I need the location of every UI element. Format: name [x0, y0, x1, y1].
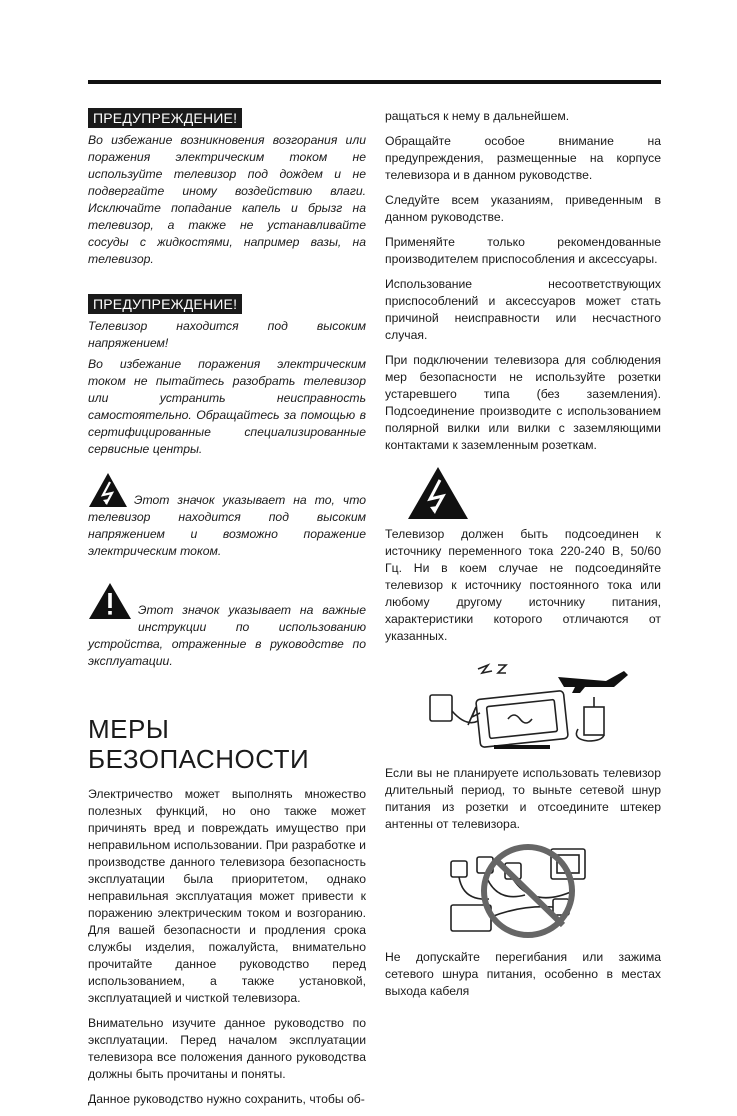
safety-paragraph-1: Электричество может выполнять множество полезных функций, но оно также может причинять вред и повреждать имущество при неправильном использовании. При разработке и производстве данного телевизора безопасность эксплуатации была приоритетом, однако неправильная эксплуатация может привести к поражению электрическим током и возгоранию. Для вашей безопасности и продления срока службы изделия, пожалуйста, внимательно прочитайте данное руководство перед использованием, а также установкой, эксплуатацией и чисткой телевизора. [88, 787, 366, 1005]
safety-paragraph-2: Внимательно изучите данное руководство по эксплуатации. Перед началом эксплуатации телевизора все положения данного руководства должны быть прочитаны и поняты. [88, 1016, 366, 1081]
right-paragraph-6: При подключении телевизора для соблюдения мер безопасности не используйте розетки устаревшего типа (без заземления). Подсоединение производите с использованием полярной вилки или вилки с заземляющими контактами к заземленным розеткам. [385, 353, 661, 452]
left-column [88, 108, 366, 1116]
warning-label-2: ПРЕДУПРЕЖДЕНИЕ! [88, 294, 242, 314]
right-paragraph-4: Применяйте только рекомендованные производителем приспособления и аксессуары. [385, 235, 661, 266]
right-paragraph-7: Телевизор должен быть подсоединен к источнику переменного тока 220-240 В, 50/60 Гц. Ни в коем случае не подсоединяйте телевизор к источнику постоянного тока или любому другому источнику питания, характеристики которого отличаются от указанных. [385, 527, 661, 643]
right-paragraph-2: Обращайте особое внимание на предупреждения, размещенные на корпусе телевизора и в данном руководстве. [385, 134, 661, 182]
right-paragraph-5: Использование несоответствующих приспособлений и аксессуаров может стать причиной неисправности или несчастного случая. [385, 277, 661, 342]
warning-text-1: Во избежание возникновения возгорания или поражения электрическим током не используйте телевизор под дождем и не подвергайте иному воздействию влаги. Исключайте попадание капель и брызг на телевизор, а также не устанавливайте сосуды с жидкостями, например вазы, на телевизор. [88, 133, 366, 266]
info-icon-block [88, 582, 366, 670]
voltage-icon-block [88, 472, 366, 560]
warning-label-1: ПРЕДУПРЕЖДЕНИЕ! [88, 108, 242, 128]
high-voltage-icon-large [407, 466, 469, 520]
right-paragraph-9: Не допускайте перегибания или зажима сетевого шнура питания, особенно в местах выхода кабеля [385, 950, 661, 998]
warning-text-2: Во избежание поражения электрическим током не пытайтесь разобрать телевизор или устранить неисправность самостоятельно. Обращайтесь за помощью в сертифицированные специализированные сервисные центры. [88, 357, 366, 456]
top-rule [88, 80, 661, 84]
right-paragraph-8: Если вы не планируете использовать телевизор длительный период, то выньте сетевой шнур питания из розетки и отсоедините штекер антенны от телевизора. [385, 766, 661, 831]
no-cable-bending-illustration [433, 843, 613, 939]
high-voltage-icon [88, 472, 128, 508]
right-paragraph-3: Следуйте всем указаниям, приведенным в данном руководстве. [385, 193, 661, 224]
warning-line-2: Телевизор находится под высоким напряжением! [88, 319, 366, 350]
exclamation-icon [88, 582, 132, 620]
info-icon-text: Этот значок указывает на важные инструкции по использованию устройства, отраженные в руководстве по эксплуатации. [88, 603, 366, 668]
lightning-storm-illustration [408, 655, 638, 755]
safety-paragraph-3: Данное руководство нужно сохранить, чтобы об- [88, 1092, 365, 1106]
right-paragraph-1: ращаться к нему в дальнейшем. [385, 109, 570, 123]
section-title: МЕРЫ БЕЗОПАСНОСТИ [88, 714, 310, 774]
right-column [385, 108, 661, 1008]
voltage-icon-text: Этот значок указывает на то, что телевизор находится под высоким напряжением и возможно поражение электрическим током. [88, 493, 366, 558]
